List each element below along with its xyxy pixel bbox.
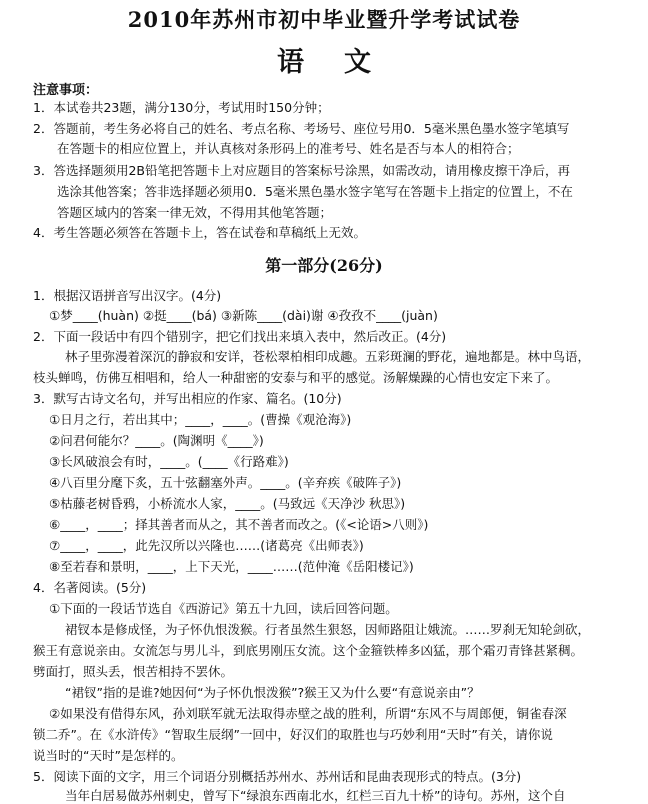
- question-line: 3．默写古诗文名句，并写出相应的作家、篇名。(10分): [33, 391, 342, 406]
- section-title: 第一部分(26分): [265, 256, 383, 275]
- question-line: 说当时的“天时”是怎样的。: [33, 748, 184, 763]
- notice-line: 2．答题前，考生务必将自己的姓名、考点名称、考场号、座位号用0．5毫米黑色墨水签字笔填写: [33, 121, 570, 136]
- notice-line: 选涂其他答案；答非选择题必须用0．5毫米黑色墨水签字笔写在答题卡上指定的位置上，不在: [57, 184, 573, 199]
- question-line: 5．阅读下面的文字，用三个词语分别概括苏州水、苏州话和昆曲表现形式的特点。(3分): [33, 769, 522, 784]
- question-line: ①梦____(huàn) ②挺____(bá) ③新陈____(dài)谢 ④孜孜不____(juàn): [49, 308, 438, 323]
- question-line: 2．下面一段话中有四个错别字，把它们找出来填入表中，然后改正。(4分): [33, 329, 447, 344]
- notice-heading: 注意事项：: [33, 83, 99, 98]
- question-line: ④八百里分麾下炙，五十弦翻塞外声。____。(辛弃疾《破阵子》): [49, 475, 402, 490]
- notice-line: 3．答选择题须用2B铅笔把答题卡上对应题目的答案标号涂黑，如需改动，请用橡皮擦干净后，再: [33, 163, 570, 178]
- exam-title: 2010年苏州市初中毕业暨升学考试试卷: [127, 7, 521, 32]
- question-line: ①下面的一段话节选自《西游记》第五十九回，读后回答问题。: [49, 601, 398, 616]
- question-line: 林子里弥漫着深沉的静寂和安详，苍松翠柏相印成趣。五彩斑澜的野花，遍地都是。林中鸟语，: [65, 349, 591, 364]
- question-line: “裙钗”指的是谁?她因何“为子怀仇恨泼猴”?猴王又为什么要“有意说亲由”？: [65, 685, 480, 700]
- question-line: ⑦____，____，此先汉所以兴隆也……(诸葛亮《出师表》): [49, 538, 364, 553]
- notice-line: 答题区域内的答案一律无效，不得用其他笔答题；: [57, 205, 333, 220]
- question-line: ⑧至若春和景明，____，上下天光，____……(范仲淹《岳阳楼记》): [49, 559, 414, 574]
- notice-line: 在答题卡的相应位置上，并认真核对条形码上的准考号、姓名是否与本人的相符合；: [57, 141, 520, 156]
- question-line: ⑤枯藤老树昏鸦，小桥流水人家，____。(马致远《天净沙 秋思》): [49, 496, 406, 511]
- question-line: ⑥____，____；择其善者而从之，其不善者而改之。(《<论语>八则》): [49, 517, 429, 532]
- question-line: 裙钗本是修成怪，为子怀仇恨泼猴。行者虽然生狠怒，因师路阻让娥流。……罗刹无知轮剑砍，: [65, 622, 591, 637]
- question-line: ②问君何能尔？____。(陶渊明《____》): [49, 433, 264, 448]
- question-line: 锁二乔”。在《水浒传》“智取生辰纲”一回中，好汉们的取胜也与巧妙利用“天时”有关，请你说: [33, 727, 553, 742]
- question-line: 猴王有意说亲由。女流怎与男儿斗，到底男刚压女流。这个金箍铁棒多凶猛，那个霜刃青锋甚紧稠。: [33, 643, 584, 658]
- notice-line: 4．考生答题必须答在答题卡上，答在试卷和草稿纸上无效。: [33, 225, 366, 240]
- question-line: ②如果没有借得东风，孙刘联军就无法取得赤壁之战的胜利，所谓“东风不与周郎便，铜雀春深: [49, 706, 567, 721]
- subject-title: 语文: [277, 47, 411, 78]
- question-line: 4．名著阅读。(5分): [33, 580, 147, 595]
- question-line: 当年白居易做苏州刺史，曾写下“绿浪东西南北水，红栏三百九十桥”的诗句。苏州，这个自: [65, 788, 566, 803]
- question-line: 劈面打，照头丢，恨苦相持不罢休。: [33, 664, 234, 679]
- question-line: ③长风破浪会有时，____。(____《行路难》): [49, 454, 289, 469]
- question-line: ①日月之行，若出其中；____，____。(曹操《观沧海》): [49, 412, 352, 427]
- notice-line: 1．本试卷共23题，满分130分，考试用时150分钟；: [33, 100, 330, 115]
- question-line: 枝头蝉鸣，仿佛互相唱和，给人一种甜密的安泰与和平的感觉。汤解燥躁的心情也安定下来了。: [33, 370, 559, 385]
- question-line: 1．根据汉语拼音写出汉字。(4分): [33, 288, 222, 303]
